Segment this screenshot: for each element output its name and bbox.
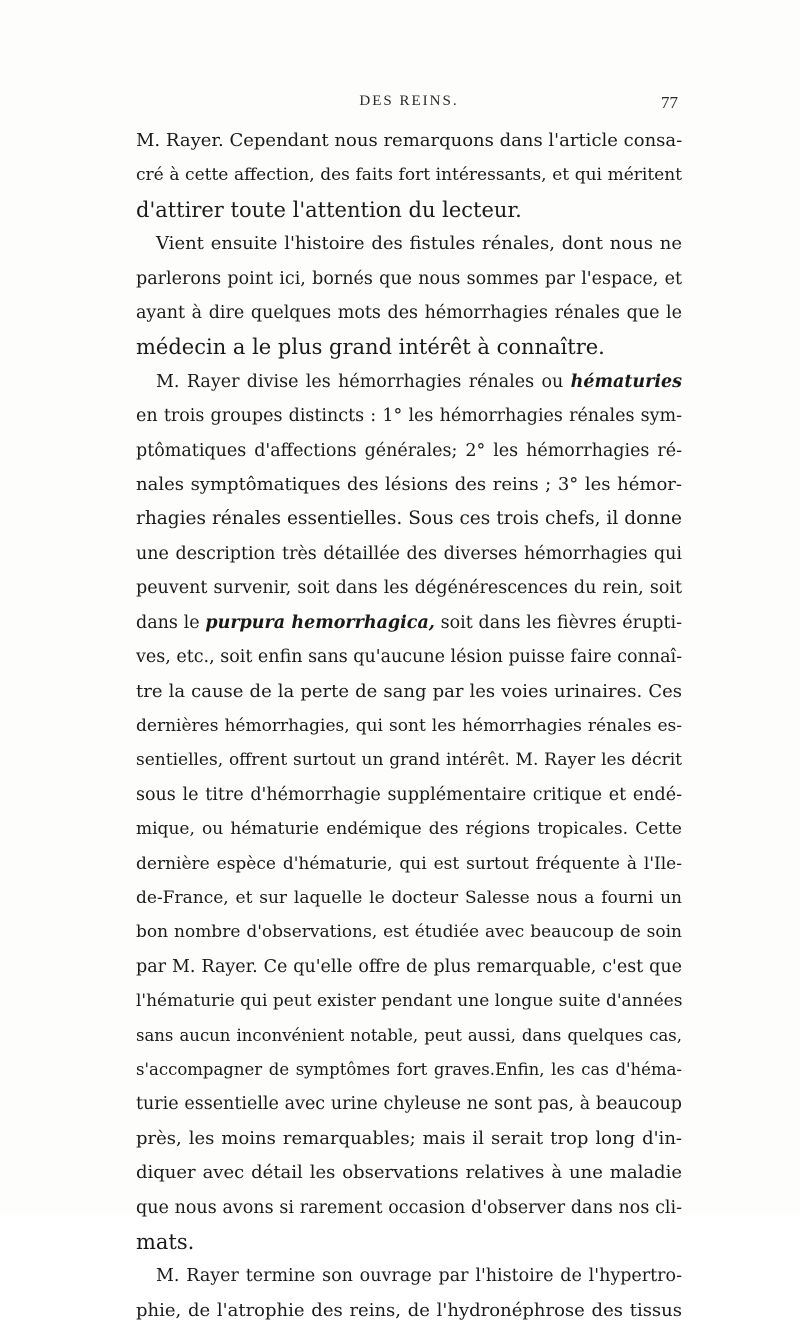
text-segment: s'accompagner de symptômes fort graves.Enfin, les cas d'héma- bbox=[136, 1059, 682, 1079]
text-line bbox=[136, 812, 682, 846]
text-line bbox=[136, 434, 682, 468]
text-segment: phie, de l'atrophie des reins, de l'hydronéphrose des tissus bbox=[136, 1299, 682, 1321]
text-line bbox=[136, 1225, 682, 1259]
text-line bbox=[136, 640, 682, 674]
text-segment: parlerons point ici, bornés que nous sommes par l'espace, et bbox=[136, 268, 682, 289]
text-line bbox=[136, 709, 682, 743]
text-line bbox=[136, 296, 682, 330]
text-segment: rhagies rénales essentielles. Sous ces trois chefs, il donne bbox=[136, 508, 682, 530]
text-segment: par M. Rayer. Ce qu'elle offre de plus remarquable, c'est que bbox=[136, 956, 682, 977]
text-segment: peuvent survenir, soit dans les dégénérescences du rein, soit bbox=[136, 578, 682, 599]
text-line bbox=[136, 743, 682, 777]
text-segment: M. Rayer divise les hémorrhagies rénales ou bbox=[156, 371, 571, 392]
page-number: 77 bbox=[661, 93, 678, 112]
text-segment: soit dans les fièvres érupti- bbox=[434, 612, 683, 633]
text-segment: sans aucun inconvénient notable, peut aussi, dans quelques cas, bbox=[136, 1025, 682, 1045]
text-line bbox=[136, 124, 682, 158]
text-line bbox=[136, 227, 682, 261]
text-segment: ptômatiques d'affections générales; 2° les hémorrhagies ré- bbox=[136, 440, 682, 461]
text-line bbox=[136, 537, 682, 571]
text-line bbox=[136, 984, 682, 1018]
text-segment: bon nombre d'observations, est étudiée avec beaucoup de soin bbox=[136, 922, 682, 943]
emphasis-term: hématuries bbox=[570, 371, 682, 392]
text-line bbox=[136, 675, 682, 709]
text-segment: près, les moins remarquables; mais il serait trop long d'in- bbox=[136, 1127, 682, 1149]
text-line bbox=[136, 330, 682, 364]
text-segment: mats. bbox=[136, 1230, 195, 1254]
text-line bbox=[136, 778, 682, 812]
text-segment: cré à cette affection, des faits fort intéressants, et qui méritent bbox=[136, 165, 682, 186]
text-segment: médecin a le plus grand intérêt à connaître. bbox=[136, 335, 605, 360]
text-line bbox=[136, 1053, 682, 1087]
text-line bbox=[136, 881, 682, 915]
text-segment: mique, ou hématurie endémique des régions tropicales. Cette bbox=[136, 819, 682, 840]
text-line bbox=[136, 502, 682, 536]
text-line bbox=[136, 950, 682, 984]
text-line bbox=[136, 1294, 682, 1328]
text-segment: Vient ensuite l'histoire des fistules rénales, dont nous ne bbox=[156, 233, 682, 255]
text-line bbox=[136, 262, 682, 296]
text-line bbox=[136, 1156, 682, 1190]
text-segment: une description très détaillée des diverses hémorrhagies qui bbox=[136, 543, 682, 564]
text-line bbox=[136, 1019, 682, 1053]
text-segment: tre la cause de la perte de sang par les voies urinaires. Ces bbox=[136, 680, 682, 702]
running-head: DES REINS. bbox=[359, 93, 459, 109]
text-segment: dernières hémorrhagies, qui sont les hémorrhagies rénales es- bbox=[136, 715, 682, 736]
text-line bbox=[136, 915, 682, 949]
text-line bbox=[136, 158, 682, 192]
text-line bbox=[136, 847, 682, 881]
text-segment: dernière espèce d'hématurie, qui est surtout fréquente à l'Ile- bbox=[136, 853, 682, 874]
text-line bbox=[136, 1122, 682, 1156]
text-segment: M. Rayer termine son ouvrage par l'histoire de l'hypertro- bbox=[156, 1266, 682, 1287]
text-segment: sous le titre d'hémorrhagie supplémentaire critique et endé- bbox=[136, 784, 682, 805]
text-line bbox=[136, 1191, 682, 1225]
text-segment: que nous avons si rarement occasion d'observer dans nos cli- bbox=[136, 1197, 682, 1218]
text-line bbox=[136, 1259, 682, 1293]
text-segment: ves, etc., soit enfin sans qu'aucune lésion puisse faire connaî- bbox=[136, 647, 683, 668]
text-segment: de-France, et sur laquelle le docteur Salesse nous a fourni un bbox=[136, 887, 682, 908]
text-segment: en trois groupes distincts : 1° les hémorrhagies rénales sym- bbox=[136, 406, 682, 427]
text-line bbox=[136, 606, 682, 640]
text-line bbox=[136, 1087, 682, 1121]
text-line bbox=[136, 365, 682, 399]
text-line bbox=[136, 193, 682, 227]
body-text bbox=[136, 124, 682, 1328]
text-segment: d'attirer toute l'attention du lecteur. bbox=[136, 197, 522, 222]
text-segment: l'hématurie qui peut exister pendant une longue suite d'années bbox=[136, 991, 683, 1012]
emphasis-term: purpura hemorrhagica, bbox=[205, 612, 435, 633]
text-segment: turie essentielle avec urine chyleuse ne sont pas, à beaucoup bbox=[136, 1094, 682, 1115]
text-segment: sentielles, offrent surtout un grand intérêt. M. Rayer les décrit bbox=[136, 750, 682, 771]
text-segment: M. Rayer. Cependant nous remarquons dans l'article consa- bbox=[136, 130, 683, 151]
text-segment: diquer avec détail les observations relatives à une maladie bbox=[136, 1162, 682, 1184]
text-segment: nales symptômatiques des lésions des reins ; 3° les hémor- bbox=[136, 474, 682, 496]
text-line bbox=[136, 571, 682, 605]
text-segment: ayant à dire quelques mots des hémorrhagies rénales que le bbox=[136, 303, 682, 324]
text-segment: dans le bbox=[136, 612, 206, 633]
text-line bbox=[136, 399, 682, 433]
page-header bbox=[136, 93, 682, 117]
text-line bbox=[136, 468, 682, 502]
